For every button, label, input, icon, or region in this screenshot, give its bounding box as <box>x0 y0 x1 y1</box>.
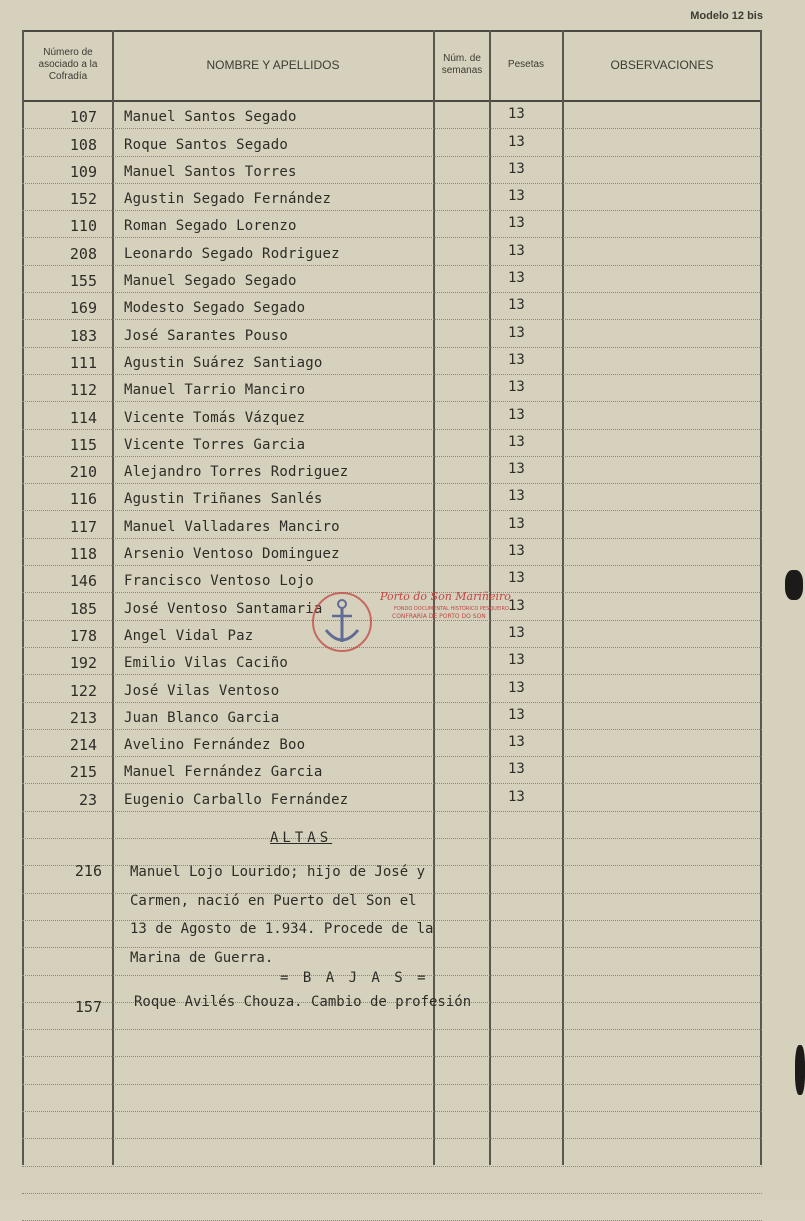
altas-line: Carmen, nació en Puerto del Son el <box>130 892 417 909</box>
member-number: 107 <box>69 108 97 127</box>
pesetas-value: 13 <box>508 706 525 723</box>
member-number: 208 <box>69 244 97 263</box>
member-number: 146 <box>69 572 97 591</box>
header-semanas: Núm. de semanas <box>441 53 483 76</box>
table-row <box>22 430 762 457</box>
table-row <box>22 757 762 784</box>
member-number: 213 <box>69 708 97 727</box>
table-row <box>22 703 762 730</box>
header-pesetas: Pesetas <box>507 59 545 70</box>
table-row <box>22 238 762 265</box>
member-name: Manuel Valladares Manciro <box>124 518 340 535</box>
table-row <box>22 402 762 429</box>
header-numero: Número de asociado a la Cofradía <box>38 47 98 82</box>
bajas-title: = B A J A S = <box>280 970 429 986</box>
table-row <box>22 511 762 538</box>
table-row <box>22 129 762 156</box>
pesetas-value: 13 <box>508 379 525 396</box>
altas-paragraph <box>130 858 510 972</box>
anchor-stamp-icon <box>310 590 374 654</box>
pesetas-value: 13 <box>508 270 525 287</box>
member-number: 117 <box>69 517 97 536</box>
member-name: José Vilas Ventoso <box>124 682 280 699</box>
table-row <box>22 211 762 238</box>
member-number: 210 <box>69 463 97 482</box>
pesetas-value: 13 <box>508 106 525 123</box>
member-number: 122 <box>69 681 97 700</box>
member-name: Roman Segado Lorenzo <box>124 218 297 235</box>
table-row <box>22 184 762 211</box>
register-table <box>22 30 762 1165</box>
member-name: Manuel Segado Segado <box>124 273 297 290</box>
pesetas-value: 13 <box>508 543 525 560</box>
member-number: 178 <box>69 626 97 645</box>
header-observaciones: OBSERVACIONES <box>610 58 714 72</box>
member-name: Agustin Triñanes Sanlés <box>124 491 323 508</box>
pesetas-value: 13 <box>508 351 525 368</box>
member-number: 114 <box>69 408 97 427</box>
table-row <box>22 675 762 702</box>
altas-title: ALTAS <box>270 830 333 846</box>
pesetas-value: 13 <box>508 324 525 341</box>
table-row <box>22 375 762 402</box>
table-row <box>22 1030 762 1057</box>
table-row <box>22 1167 762 1194</box>
table-row <box>22 293 762 320</box>
member-number: 118 <box>69 545 97 564</box>
table-row <box>22 157 762 184</box>
pesetas-value: 13 <box>508 242 525 259</box>
table-row <box>22 621 762 648</box>
member-number: 214 <box>69 736 97 755</box>
member-name: Leonardo Segado Rodriguez <box>124 245 340 262</box>
member-number: 155 <box>69 272 97 291</box>
altas-line: Marina de Guerra. <box>130 949 274 966</box>
member-number: 110 <box>69 217 97 236</box>
pesetas-value: 13 <box>508 761 525 778</box>
table-row <box>22 539 762 566</box>
pesetas-value: 13 <box>508 570 525 587</box>
pesetas-value: 13 <box>508 624 525 641</box>
altas-line: 13 de Agosto de 1.934. Procede de la <box>130 921 434 937</box>
member-name: Modesto Segado Segado <box>124 300 306 317</box>
member-name: Vicente Torres Garcia <box>124 436 306 453</box>
member-number: 112 <box>69 381 97 400</box>
pesetas-value: 13 <box>508 788 525 805</box>
member-name: Emilio Vilas Caciño <box>124 655 288 672</box>
member-name: Avelino Fernández Boo <box>124 737 306 754</box>
bajas-text: Roque Avilés Chouza. Cambio de profesión <box>134 994 472 1010</box>
member-name: Eugenio Carballo Fernández <box>124 791 349 808</box>
member-name: Manuel Santos Torres <box>124 163 297 180</box>
table-row <box>22 1139 762 1166</box>
table-row <box>22 484 762 511</box>
member-number: 111 <box>69 353 97 372</box>
altas-entry-number: 216 <box>74 862 102 880</box>
member-number: 115 <box>69 435 97 454</box>
member-number: 152 <box>69 190 97 209</box>
member-name: Juan Blanco Garcia <box>124 709 280 726</box>
member-name: Angel Vidal Paz <box>124 627 254 644</box>
altas-line: Manuel Lojo Lourido; hijo de José y <box>130 864 426 880</box>
member-number: 109 <box>69 162 97 181</box>
table-row <box>22 648 762 675</box>
pesetas-value: 13 <box>508 297 525 314</box>
member-name: Agustin Suárez Santiago <box>124 354 323 371</box>
pesetas-value: 13 <box>508 160 525 177</box>
table-row <box>22 730 762 757</box>
pesetas-value: 13 <box>508 652 525 669</box>
stamp-title: Porto do Son Mariñeiro <box>380 590 511 603</box>
pesetas-value: 13 <box>508 461 525 478</box>
pesetas-value: 13 <box>508 133 525 150</box>
pesetas-value: 13 <box>508 734 525 751</box>
edge-stain <box>795 1045 805 1095</box>
pesetas-value: 13 <box>508 679 525 696</box>
bajas-entry-number: 157 <box>74 998 102 1016</box>
table-row <box>22 1194 762 1221</box>
member-name: Vicente Tomás Vázquez <box>124 409 306 426</box>
pesetas-value: 13 <box>508 488 525 505</box>
member-name: Manuel Tarrio Manciro <box>124 382 306 399</box>
member-number: 23 <box>78 790 97 809</box>
member-number: 169 <box>69 299 97 318</box>
member-name: Arsenio Ventoso Dominguez <box>124 546 340 563</box>
model-label: Modelo 12 bis <box>690 10 763 22</box>
member-name: Manuel Santos Segado <box>124 109 297 126</box>
table-rows <box>22 102 762 1221</box>
table-row <box>22 784 762 811</box>
table-row <box>22 1085 762 1112</box>
table-row <box>22 348 762 375</box>
stamp-line2: CONFRARÍA DE PORTO DO SON <box>392 613 486 620</box>
member-number: 192 <box>69 654 97 673</box>
member-number: 215 <box>69 763 97 782</box>
member-name: Francisco Ventoso Lojo <box>124 573 314 590</box>
member-name: José Ventoso Santamaria <box>124 600 323 617</box>
pesetas-value: 13 <box>508 515 525 532</box>
pesetas-value: 13 <box>508 188 525 205</box>
member-number: 116 <box>69 490 97 509</box>
edge-stain <box>785 570 803 600</box>
member-name: José Sarantes Pouso <box>124 327 288 344</box>
pesetas-value: 13 <box>508 215 525 232</box>
table-row <box>22 266 762 293</box>
table-row <box>22 457 762 484</box>
table-row <box>22 1057 762 1084</box>
header-nombre: NOMBRE Y APELLIDOS <box>206 58 340 72</box>
pesetas-value: 13 <box>508 433 525 450</box>
table-row <box>22 102 762 129</box>
member-name: Alejandro Torres Rodriguez <box>124 464 349 481</box>
stamp-line1: FONDO DOCUMENTAL HISTÓRICO PESQUEIRO <box>394 606 509 612</box>
member-name: Roque Santos Segado <box>124 136 288 153</box>
member-number: 185 <box>69 599 97 618</box>
table-row <box>22 1112 762 1139</box>
member-name: Agustin Segado Fernández <box>124 191 332 208</box>
member-name: Manuel Fernández Garcia <box>124 764 323 781</box>
member-number: 183 <box>69 326 97 345</box>
pesetas-value: 13 <box>508 597 525 614</box>
pesetas-value: 13 <box>508 406 525 423</box>
member-number: 108 <box>69 135 97 154</box>
table-row <box>22 320 762 347</box>
